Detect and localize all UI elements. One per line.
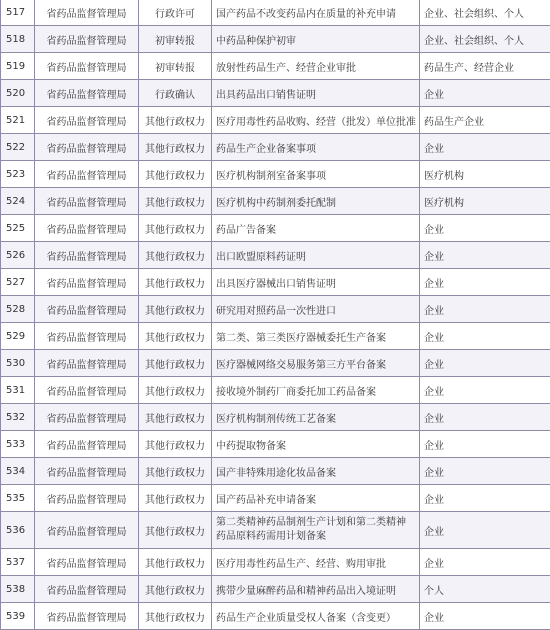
department-cell: 省药品监督管理局 [35, 323, 139, 350]
target-object-cell: 医疗机构 [420, 161, 550, 188]
power-type-cell: 初审转报 [139, 26, 212, 53]
department-cell: 省药品监督管理局 [35, 53, 139, 80]
target-object-cell: 企业 [420, 80, 550, 107]
item-name-cell: 接收境外制药厂商委托加工药品备案 [212, 377, 420, 404]
power-type-cell: 其他行政权力 [139, 576, 212, 603]
power-type-cell: 其他行政权力 [139, 188, 212, 215]
department-cell: 省药品监督管理局 [35, 603, 139, 630]
power-type-cell: 其他行政权力 [139, 161, 212, 188]
target-object-cell: 医疗机构 [420, 188, 550, 215]
row-number: 525 [1, 215, 35, 242]
target-object-cell: 企业 [420, 549, 550, 576]
item-name-cell: 医疗用毒性药品生产、经营、购用审批 [212, 549, 420, 576]
department-cell: 省药品监督管理局 [35, 0, 139, 26]
target-object-cell: 企业 [420, 350, 550, 377]
target-object-cell: 药品生产企业 [420, 107, 550, 134]
department-cell: 省药品监督管理局 [35, 350, 139, 377]
row-number: 520 [1, 80, 35, 107]
table-row [1, 485, 550, 512]
item-name-cell: 中药品种保护初审 [212, 26, 420, 53]
power-type-cell: 其他行政权力 [139, 269, 212, 296]
target-object-cell: 企业 [420, 485, 550, 512]
target-object-cell: 企业、社会组织、个人 [420, 0, 550, 26]
target-object-cell: 企业 [420, 134, 550, 161]
table-row [1, 512, 550, 549]
item-name-cell: 药品生产企业质量受权人备案（含变更） [212, 603, 420, 630]
row-number: 524 [1, 188, 35, 215]
target-object-cell: 企业 [420, 603, 550, 630]
row-number: 532 [1, 404, 35, 431]
power-type-cell: 行政许可 [139, 0, 212, 26]
item-name-cell: 医疗用毒性药品收购、经营（批发）单位批准 [212, 107, 420, 134]
power-type-cell: 其他行政权力 [139, 134, 212, 161]
table-row [1, 404, 550, 431]
power-type-cell: 初审转报 [139, 53, 212, 80]
item-name-cell: 出口欧盟原料药证明 [212, 242, 420, 269]
table-row [1, 269, 550, 296]
item-name-cell: 医疗器械网络交易服务第三方平台备案 [212, 350, 420, 377]
item-name-cell: 放射性药品生产、经营企业审批 [212, 53, 420, 80]
target-object-cell: 企业、社会组织、个人 [420, 26, 550, 53]
target-object-cell: 药品生产、经营企业 [420, 53, 550, 80]
target-object-cell: 企业 [420, 404, 550, 431]
row-number: 539 [1, 603, 35, 630]
department-cell: 省药品监督管理局 [35, 377, 139, 404]
department-cell: 省药品监督管理局 [35, 242, 139, 269]
department-cell: 省药品监督管理局 [35, 431, 139, 458]
item-name-cell: 国产非特殊用途化妆品备案 [212, 458, 420, 485]
table-row [1, 323, 550, 350]
power-type-cell: 其他行政权力 [139, 485, 212, 512]
table-row [1, 215, 550, 242]
item-name-cell: 第二类精神药品制剂生产计划和第二类精神药品原料药需用计划备案 [212, 512, 420, 549]
target-object-cell: 企业 [420, 377, 550, 404]
row-number: 526 [1, 242, 35, 269]
table-row [1, 549, 550, 576]
table-row [1, 26, 550, 53]
item-name-cell: 出具医疗器械出口销售证明 [212, 269, 420, 296]
table-row [1, 431, 550, 458]
target-object-cell: 企业 [420, 296, 550, 323]
power-type-cell: 其他行政权力 [139, 549, 212, 576]
table-row [1, 242, 550, 269]
item-name-cell: 国产药品不改变药品内在质量的补充申请 [212, 0, 420, 26]
department-cell: 省药品监督管理局 [35, 215, 139, 242]
row-number: 533 [1, 431, 35, 458]
target-object-cell: 企业 [420, 242, 550, 269]
department-cell: 省药品监督管理局 [35, 188, 139, 215]
item-name-cell: 出具药品出口销售证明 [212, 80, 420, 107]
table-row [1, 0, 550, 26]
table-row [1, 161, 550, 188]
department-cell: 省药品监督管理局 [35, 80, 139, 107]
row-number: 530 [1, 350, 35, 377]
power-type-cell: 其他行政权力 [139, 107, 212, 134]
power-type-cell: 其他行政权力 [139, 215, 212, 242]
row-number: 538 [1, 576, 35, 603]
row-number: 531 [1, 377, 35, 404]
power-type-cell: 其他行政权力 [139, 323, 212, 350]
target-object-cell: 企业 [420, 512, 550, 549]
row-number: 523 [1, 161, 35, 188]
table-row [1, 80, 550, 107]
target-object-cell: 企业 [420, 215, 550, 242]
row-number: 529 [1, 323, 35, 350]
department-cell: 省药品监督管理局 [35, 458, 139, 485]
target-object-cell: 个人 [420, 576, 550, 603]
row-number: 521 [1, 107, 35, 134]
row-number: 535 [1, 485, 35, 512]
department-cell: 省药品监督管理局 [35, 26, 139, 53]
department-cell: 省药品监督管理局 [35, 576, 139, 603]
row-number: 527 [1, 269, 35, 296]
department-cell: 省药品监督管理局 [35, 296, 139, 323]
item-name-cell: 药品广告备案 [212, 215, 420, 242]
item-name-cell: 医疗机构中药制剂委托配制 [212, 188, 420, 215]
power-type-cell: 其他行政权力 [139, 377, 212, 404]
power-type-cell: 其他行政权力 [139, 458, 212, 485]
table-row [1, 134, 550, 161]
department-cell: 省药品监督管理局 [35, 485, 139, 512]
item-name-cell: 药品生产企业备案事项 [212, 134, 420, 161]
item-name-cell: 中药提取物备案 [212, 431, 420, 458]
department-cell: 省药品监督管理局 [35, 512, 139, 549]
table-row [1, 458, 550, 485]
department-cell: 省药品监督管理局 [35, 161, 139, 188]
power-type-cell: 其他行政权力 [139, 242, 212, 269]
row-number: 518 [1, 26, 35, 53]
table-row [1, 53, 550, 80]
department-cell: 省药品监督管理局 [35, 404, 139, 431]
power-type-cell: 其他行政权力 [139, 603, 212, 630]
target-object-cell: 企业 [420, 458, 550, 485]
target-object-cell: 企业 [420, 323, 550, 350]
table-row [1, 377, 550, 404]
table-row [1, 188, 550, 215]
item-name-cell: 携带少量麻醉药品和精神药品出入境证明 [212, 576, 420, 603]
row-number: 537 [1, 549, 35, 576]
table-row [1, 603, 550, 630]
row-number: 536 [1, 512, 35, 549]
row-number: 522 [1, 134, 35, 161]
department-cell: 省药品监督管理局 [35, 134, 139, 161]
item-name-cell: 医疗机构制剂室备案事项 [212, 161, 420, 188]
power-type-cell: 其他行政权力 [139, 296, 212, 323]
row-number: 528 [1, 296, 35, 323]
power-type-cell: 其他行政权力 [139, 350, 212, 377]
department-cell: 省药品监督管理局 [35, 107, 139, 134]
table-row [1, 107, 550, 134]
power-type-cell: 其他行政权力 [139, 431, 212, 458]
row-number: 519 [1, 53, 35, 80]
item-name-cell: 医疗机构制剂传统工艺备案 [212, 404, 420, 431]
department-cell: 省药品监督管理局 [35, 269, 139, 296]
table-row [1, 350, 550, 377]
item-name-cell: 研究用对照药品一次性进口 [212, 296, 420, 323]
power-type-cell: 其他行政权力 [139, 404, 212, 431]
target-object-cell: 企业 [420, 269, 550, 296]
department-cell: 省药品监督管理局 [35, 549, 139, 576]
row-number: 534 [1, 458, 35, 485]
table-row [1, 296, 550, 323]
target-object-cell: 企业 [420, 431, 550, 458]
table-row [1, 576, 550, 603]
item-name-cell: 第二类、第三类医疗器械委托生产备案 [212, 323, 420, 350]
row-number: 517 [1, 0, 35, 26]
power-type-cell: 行政确认 [139, 80, 212, 107]
power-type-cell: 其他行政权力 [139, 512, 212, 549]
item-name-cell: 国产药品补充申请备案 [212, 485, 420, 512]
